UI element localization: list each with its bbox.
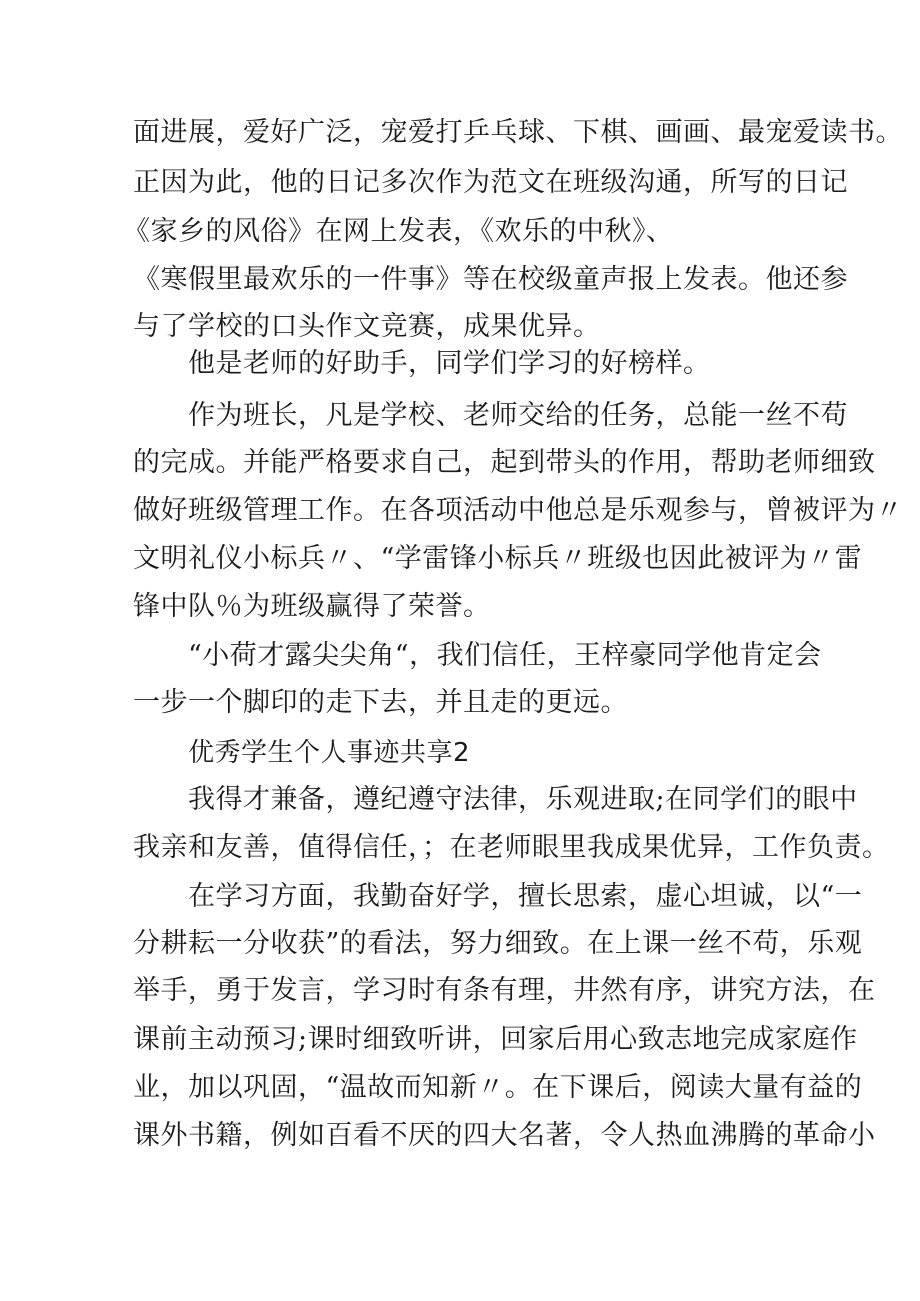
text-line: 课前主动预习;课时细致听讲，回家后用心致志地完成家庭作	[133, 1024, 858, 1055]
text-line: 他是老师的好助手，同学们学习的好榜样。	[188, 348, 711, 379]
text-line: “小荷才露尖尖角“，我们信任，王梓豪同学他肯定会	[188, 640, 822, 671]
text-line: 正因为此，他的日记多次作为范文在班级沟通，所写的日记	[133, 167, 848, 198]
text-line: 课外书籍，例如百看不厌的四大名著，令人热血沸腾的革命小	[133, 1120, 876, 1151]
text-line: 锋中队％为班级赢得了荣誉。	[133, 591, 491, 622]
text-line: 在学习方面，我勤奋好学，擅长思索，虚心坦诚，以“一	[188, 881, 863, 912]
text-line: 与了学校的口头作文竞赛，成果优异。	[133, 311, 601, 342]
text-line: 一步一个脚印的走下去，并且走的更远。	[133, 687, 628, 718]
text-line: 我亲和友善，值得信任，；在老师眼里我成果优异，工作负责。	[133, 832, 890, 863]
text-line: 《寒假里最欢乐的一件事》等在校级童声报上发表。他还参	[133, 264, 848, 295]
text-line: 举手，勇于发言，学习时有条有理，井然有序，讲究方法，在	[133, 975, 876, 1006]
text-line: 作为班长，凡是学校、老师交给的任务，总能一丝不苟	[188, 400, 848, 431]
text-line: 面进展，爱好广泛，宠爱打乒乓球、下棋、画画、最宠爱读书。	[133, 117, 903, 148]
text-line: 我得才兼备，遵纪遵守法律，乐观进取;在同学们的眼中	[188, 784, 858, 815]
text-line: 的完成。并能严格要求自己，起到带头的作用，帮助老师细致	[133, 447, 876, 478]
text-line: 《家乡的风俗》在网上发表，《欢乐的中秋》、	[123, 216, 674, 247]
text-line: 分耕耘一分收获”的看法，努力细致。在上课一丝不苟，乐观	[133, 928, 863, 959]
text-line: 文明礼仪小标兵〃、“学雷锋小标兵〃班级也因此被评为〃雷	[133, 543, 863, 574]
text-line: 做好班级管理工作。在各项活动中他总是乐观参与，曾被评为〃	[133, 495, 903, 526]
text-line: 业，加以巩固，“温故而知新〃。在下课后，阅读大量有益的	[133, 1072, 863, 1103]
section-heading: 优秀学生个人事迹共享2	[188, 738, 471, 768]
